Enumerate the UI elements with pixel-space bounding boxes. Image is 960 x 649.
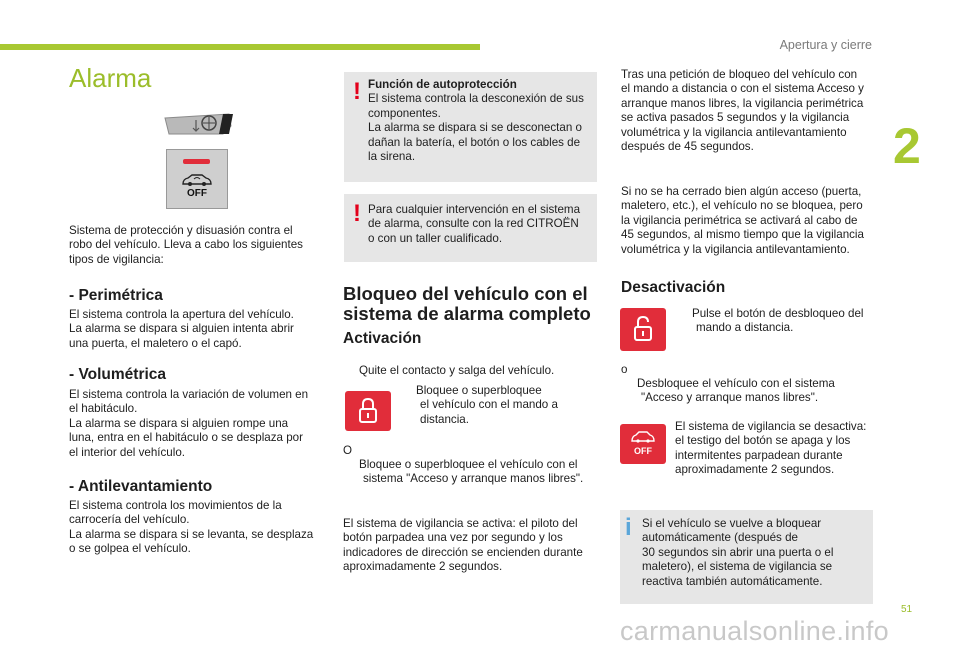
warning-icon: ! — [353, 78, 361, 105]
perimetrica-text: El sistema controla la apertura del vehículo. La alarma se dispara si alguien intenta abrir una puerta, el maletero o el capó. — [69, 308, 294, 350]
activacion-heading: Activación — [343, 330, 422, 347]
reactivation-info-box — [620, 510, 873, 604]
or-separator: o — [621, 363, 628, 376]
alarm-off-button-illustration — [620, 424, 666, 464]
alarm-button-illustration — [166, 149, 228, 209]
info-icon: i — [625, 514, 632, 541]
padlock-icon — [358, 397, 378, 425]
activacion-result-text: El sistema de vigilancia se activa: el piloto del botón parpadea una vez por segundo y los indicadores de dirección se encienden durante aproximadamente 2 segundos. — [343, 517, 583, 574]
open-padlock-icon — [633, 315, 653, 343]
car-alarm-icon — [630, 430, 656, 444]
page-number: 51 — [901, 604, 913, 615]
unlock-button-illustration — [620, 308, 666, 351]
antilevantamiento-heading: - Antilevantamiento — [69, 478, 213, 495]
desactivacion-result-text: El sistema de vigilancia se desactiva: el testigo del botón se apaga y los intermitentes parpadean durante aproximadamente 2 segundos. — [675, 420, 867, 477]
volumetrica-heading: - Volumétrica — [69, 366, 167, 383]
activacion-step-2: Bloquee o superbloquee el vehículo con el mando a distancia. — [416, 384, 558, 426]
chapter-number: 2 — [893, 118, 921, 174]
warning-icon: ! — [353, 200, 361, 227]
rearview-mirror-illustration — [163, 110, 235, 140]
desactivacion-step-2: Desbloquee el vehículo con el sistema "Acceso y arranque manos libres". — [637, 377, 835, 405]
alarm-indicator-led — [183, 159, 210, 164]
perimetrica-heading: - Perimétrica — [69, 287, 163, 304]
desactivacion-step-1: Pulse el botón de desbloqueo del mando a distancia. — [692, 307, 864, 335]
watermark: carmanualsonline.info — [620, 616, 889, 646]
bloqueo-heading: Bloqueo del vehículo con el sistema de alarma completo — [343, 283, 591, 324]
vigilancia-timing-text: Tras una petición de bloqueo del vehículo con el mando a distancia o con el sistema Acceso y arranque manos libres, la vigilancia perimétrica se activa pasados 5 segundos y la vigilancia volumétrica y la vigilancia antilevantamiento después de 45 segundos. — [621, 68, 864, 154]
off-label: OFF — [187, 188, 207, 199]
section-title: Apertura y cierre — [779, 38, 872, 52]
car-alarm-icon — [180, 172, 214, 188]
autoproteccion-text: Función de autoprotección El sistema controla la desconexión de sus componentes. La alarma se dispara si se desconectan o dañan la batería, el botón o los cables de la sirena. — [368, 78, 584, 164]
reactivation-info-text: Si el vehículo se vuelve a bloquear automáticamente (después de 30 segundos sin abrir una puerta o el maletero), el sistema de vigilancia se reactiva también automáticamente. — [642, 517, 834, 588]
service-warning-box — [344, 194, 597, 262]
off-label: OFF — [634, 446, 652, 456]
lock-button-illustration — [345, 391, 391, 431]
desactivacion-heading: Desactivación — [621, 279, 726, 296]
header-accent-bar — [0, 44, 480, 50]
intro-text: Sistema de protección y disuasión contra el robo del vehículo. Lleva a cabo los siguientes tipos de vigilancia: — [69, 224, 303, 266]
activacion-step-1: Quite el contacto y salga del vehículo. — [359, 364, 555, 377]
acceso-abierto-text: Si no se ha cerrado bien algún acceso (puerta, maletero, etc.), el vehículo no se bloquea, pero la vigilancia perimétrica se activará al cabo de 45 segundos, al mismo tiempo que la vigilancia volumétrica y la vigilancia antilevantamiento. — [621, 185, 864, 256]
antilevantamiento-text: El sistema controla los movimientos de la carrocería del vehículo. La alarma se dispara si se levanta, se desplaza o se golpea el vehículo. — [69, 499, 314, 556]
page-title: Alarma — [69, 63, 152, 93]
or-separator: O — [343, 444, 353, 457]
volumetrica-text: El sistema controla la variación de volumen en el habitáculo. La alarma se dispara si alguien rompe una luna, entra en el habitáculo o se desplaza por el interior del vehículo. — [69, 388, 309, 459]
activacion-step-3: Bloquee o superbloquee el vehículo con el sistema "Acceso y arranque manos libres". — [359, 458, 584, 486]
autoproteccion-warning-box — [344, 72, 597, 182]
service-warning-text: Para cualquier intervención en el sistema de alarma, consulte con la red CITROËN o con un taller cualificado. — [368, 203, 581, 245]
